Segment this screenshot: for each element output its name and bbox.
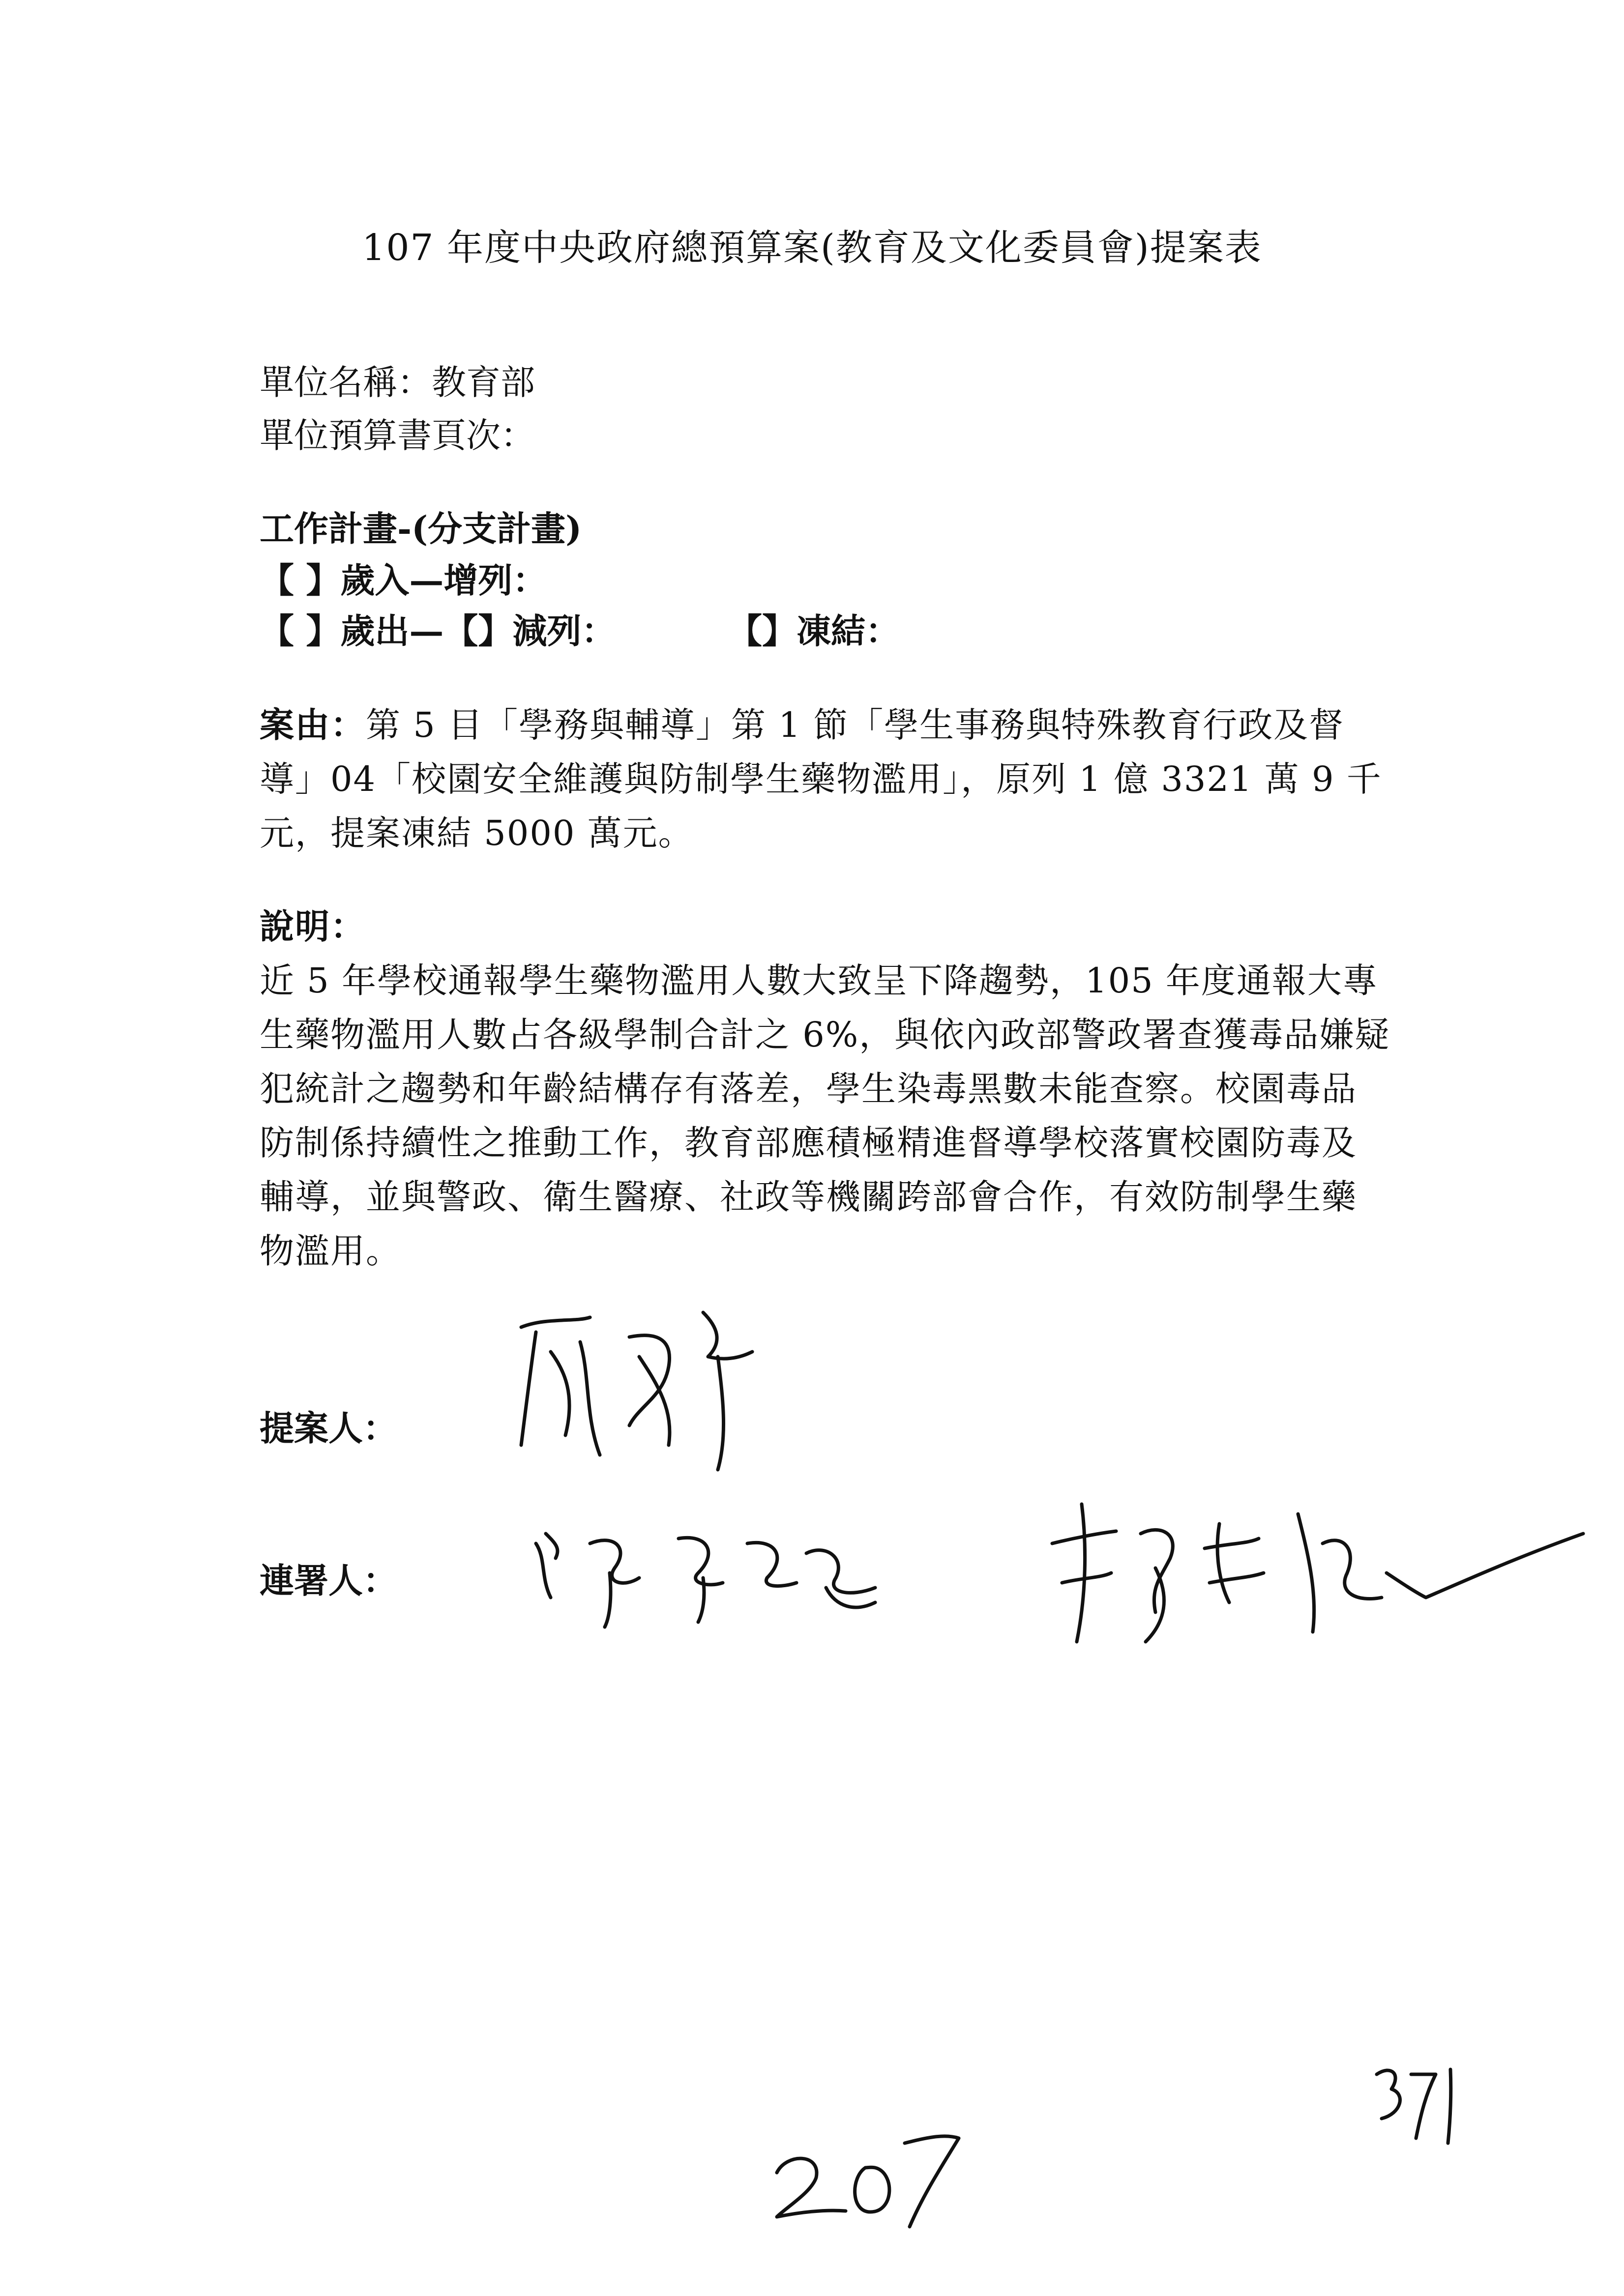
expenditure-line: 【 】歲出—【】減列： [260,610,616,651]
case-label: 案由： [260,704,366,745]
handwritten-page-number [1367,2060,1465,2148]
explanation-section [260,900,1390,1278]
case-text: 第 5 目「學務與輔導」第 1 節「學生事務與特殊教育行政及督導」04「校園安全維護與防制學生藥物濫用」，原列 1 億 3321 萬 9 千元，提案凍結 5000 萬元。 [260,705,1382,853]
cosigner-signature-2 [1042,1484,1588,1652]
freeze-label: 【】凍結： [728,610,900,651]
cosigner-signature-1 [531,1514,895,1632]
cosigner-label: 連署人： [260,1560,397,1601]
work-plan-heading: 工作計畫-(分支計畫) [260,508,582,549]
explanation-text: 近 5 年學校通報學生藥物濫用人數大致呈下降趨勢，105 年度通報大專生藥物濫用人數占各級學制合計之 6%，與依內政部警政署查獲毒品嫌疑犯統計之趨勢和年齡結構存有落差，學生染毒黑數未能查察。校園毒品防制係持續性之推動工作，教育部應積極精進督導學校落實校園防毒及輔導，並與警政、衛生醫療、社政等機關跨部會合作，有效防制學生藥物濫用。 [260,960,1390,1271]
handwritten-sheet-number [767,2114,964,2232]
unit-budget-page: 單位預算書頁次： [260,415,535,456]
unit-name: 單位名稱：教育部 [260,362,535,403]
proposer-signature [506,1298,782,1475]
revenue-line: 【 】歲入—增列： [260,560,547,601]
case-section [260,698,1390,860]
explanation-label: 說明： [260,906,366,947]
document-title: 107 年度中央政府總預算案(教育及文化委員會)提案表 [362,227,1262,269]
proposer-label: 提案人： [260,1408,397,1449]
